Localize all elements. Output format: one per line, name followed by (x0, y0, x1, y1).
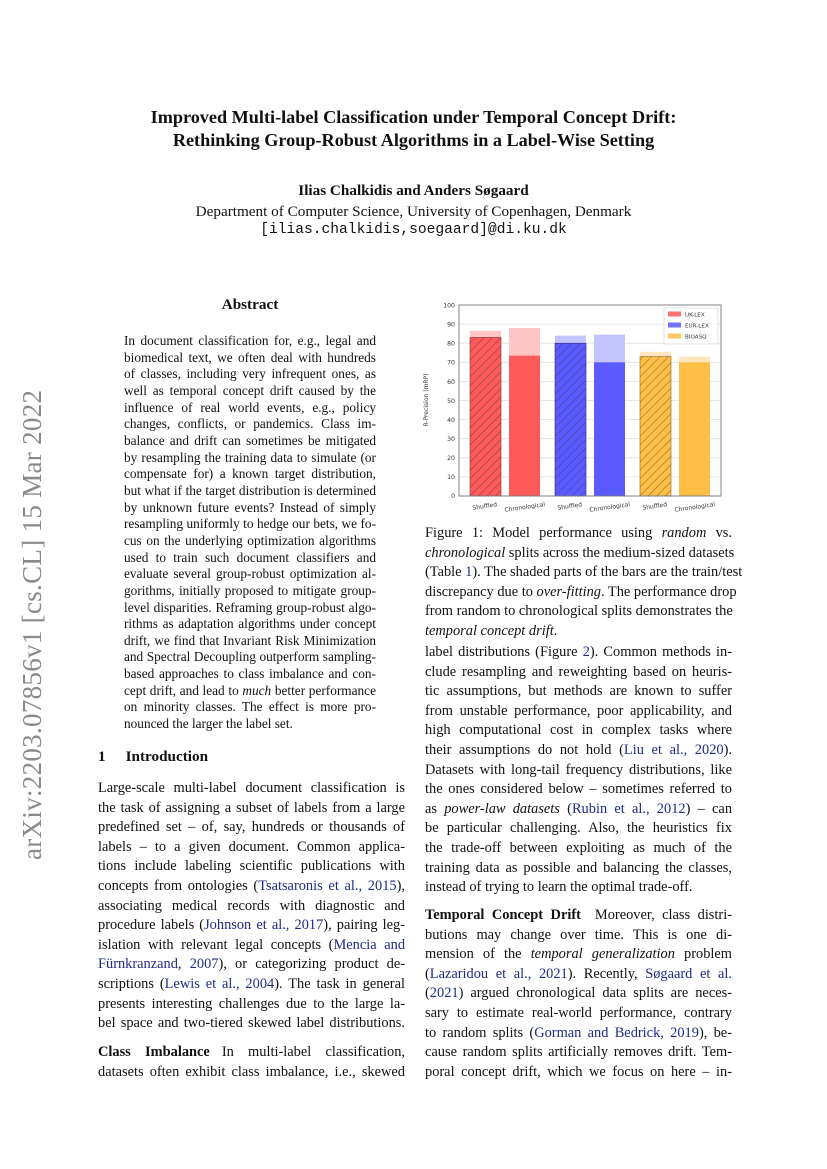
caption-line (425, 524, 732, 544)
emphasis: temporal generalization (530, 946, 675, 963)
text: In multi-label classification, (221, 1044, 405, 1060)
text-line (425, 800, 732, 820)
text-line (98, 877, 405, 897)
chart-legend (664, 308, 718, 344)
abstract-line: drift, we find that Invariant Risk Minimization (124, 632, 376, 648)
legend-bioasq: BIOASQ (685, 334, 707, 341)
text-line: be particular challenging. Also, the heuristics fix (425, 820, 732, 837)
text: ), pairing leg- (323, 917, 405, 934)
citation-link[interactable]: Rubin et al., 2012 (571, 800, 686, 817)
paper-title (0, 106, 827, 152)
emphasis: power-law datasets (444, 800, 560, 817)
text: , (177, 956, 190, 973)
abstract-line: cus on the underlying optimization algorithms (124, 532, 376, 548)
emphasis-much: much (242, 682, 272, 698)
text-line: labels – to a given document. Common applica- (98, 838, 405, 855)
y-axis-ticks (443, 303, 455, 501)
abstract-line: on minority classes. The effect is more pro- (124, 699, 376, 715)
abstract-line: by resampling the training data to simulate (or (124, 449, 376, 465)
citation-link[interactable]: 2021 (429, 985, 459, 1002)
citation-link[interactable]: Mencia and (333, 936, 406, 953)
text-line (98, 916, 405, 936)
abstract-line: biomedical text, we often deal with hundreds (124, 349, 376, 365)
text-line: tions include labeling scientific publications with (98, 858, 405, 875)
text: vs. (706, 525, 733, 541)
text-line (425, 965, 732, 985)
table-ref-link[interactable]: 1 (465, 564, 473, 581)
abstract-body (124, 333, 376, 733)
text: ). Recently, (567, 965, 646, 982)
caption-line (425, 563, 743, 583)
y-tick: 100 (443, 302, 455, 310)
text-line: the ones considered below – sometimes referred to (425, 781, 732, 798)
text-line: Datasets with long-tail frequency distributions, like (425, 761, 732, 778)
text: concepts from ontologies ( (98, 877, 259, 894)
caption-line: from random to chronological splits demonstrates the (425, 603, 733, 620)
caption-line (425, 583, 737, 603)
citation-link[interactable]: Lazaridou et al., 2021 (429, 965, 568, 982)
authors: Ilias Chalkidis and Anders Søgaard (298, 182, 529, 199)
legend-uk-lex: UK-LEX (685, 312, 705, 319)
text: ( (559, 800, 572, 817)
text: . The performance drop (600, 583, 737, 600)
text: ( (425, 965, 430, 982)
emphasis: temporal concept drift (425, 622, 554, 639)
y-tick: 90 (447, 321, 455, 329)
text: ). The task in general (274, 975, 405, 992)
text-line: bel space and two-tiered skewed label distributions. (98, 1015, 405, 1032)
text: (Table (425, 564, 466, 581)
caption-line (425, 544, 735, 564)
text: ). The shaded parts of the bars are the train/test (472, 564, 743, 581)
figure-1-chart (415, 296, 727, 518)
x-tick: Shuffled (557, 501, 583, 512)
text-line: from unstable performance, poor applicability, and (425, 702, 732, 719)
y-axis-label: R-Precision (mRP) (423, 373, 430, 427)
text-line: training data as possible and balancing the classes, (425, 859, 732, 876)
y-tick: 20 (447, 455, 455, 462)
text-line: the trade-off between exploiting as much of the (425, 839, 732, 856)
text-line: cause random splits artificially removes drift. Tem- (425, 1044, 732, 1061)
text-line: presents interesting challenges due to the large la- (98, 995, 405, 1012)
abstract-line (124, 683, 376, 700)
title-line-2: Rethinking Group-Robust Algorithms in a Label-Wise Setting (172, 130, 655, 150)
abstract-line: compensate for) a known target distribution, (124, 466, 376, 482)
y-tick: 40 (447, 417, 455, 424)
text: ). (723, 741, 732, 758)
text-line: Large-scale multi-label document classification is (98, 780, 405, 796)
citation-link[interactable]: Liu et al., 2020 (623, 741, 724, 758)
text-line (425, 741, 732, 761)
text: islation with relevant legal concepts ( (98, 936, 334, 953)
abstract-line: influence of real world events, e.g., policy (124, 399, 376, 415)
abstract-line: by unknown future events? Instead of simply (124, 499, 376, 515)
abstract-line: gorithms, initially proposed to mitigate group- (124, 582, 376, 598)
citation-link[interactable]: Gorman and Bedrick, 2019 (534, 1024, 699, 1041)
text-line: butions may change over time. This is one di- (425, 926, 732, 943)
affiliation: Department of Computer Science, University of Copenhagen, Denmark (195, 203, 632, 220)
text-line: datasets often exhibit class imbalance, i.e., skewed (98, 1063, 405, 1080)
text: splits across the medium-sized datasets (505, 544, 735, 561)
figure-1-caption (425, 524, 743, 642)
text: their assumptions do not hold ( (425, 741, 624, 758)
y-tick: 60 (447, 379, 455, 386)
arxiv-stamp: arXiv:2203.07856v1 [cs.CL] 15 Mar 2022 (17, 389, 47, 860)
text-line: tic assumptions, but methods are known to suffer (425, 683, 732, 700)
x-tick: Shuffled (642, 501, 668, 512)
text-line: the task of assigning a subset of labels from a large (98, 799, 405, 816)
text: ), (396, 877, 405, 894)
abstract-line: used to train such document classifiers and (124, 549, 376, 565)
text-line (425, 1024, 732, 1044)
citation-link[interactable]: Fürnkranzand (98, 956, 178, 973)
text: Figure 1: Model performance using (425, 525, 662, 541)
abstract-text: better performance (271, 682, 376, 698)
abstract-line: nounced the larger the label set. (124, 716, 293, 732)
text-line: sary to estimate real-world performance, contrary (425, 1004, 732, 1021)
text: ), or categorizing product de- (218, 956, 406, 973)
abstract-line: but what if the target distribution is determined (124, 482, 376, 498)
emphasis: random (661, 525, 707, 541)
figure-ref-link[interactable]: 2 (582, 644, 590, 660)
text: . (553, 622, 558, 639)
intro-paragraph (98, 779, 405, 1034)
abstract-line: and Spectral Decoupling outperform sampling- (124, 649, 376, 665)
paragraph-heading: Temporal Concept Drift (425, 907, 581, 923)
text: ( (425, 985, 430, 1002)
text-line: high computational cost in complex tasks where (425, 722, 732, 739)
text: ) – can (685, 800, 733, 817)
y-tick: 10 (447, 474, 455, 481)
text: Moreover, class distri- (594, 907, 732, 923)
citation-link[interactable]: 2007 (189, 956, 219, 973)
abstract-line: evaluate several group-robust optimization al- (124, 566, 376, 582)
temporal-concept-drift-paragraph (425, 906, 732, 1082)
citation-link[interactable]: Tsatsaronis et al., 2015 (258, 877, 397, 894)
text-line: associating medical records with diagnostic and (98, 897, 405, 914)
abstract-line: rithms as adaptation algorithms under concept (124, 616, 376, 632)
text-line: instead of trying to learn the optimal trade-off. (425, 879, 693, 896)
text: scriptions ( (98, 975, 165, 992)
text: mension of the (425, 946, 531, 963)
x-tick: Chronological (674, 501, 716, 514)
section-number: 1 (98, 748, 106, 765)
text-line (425, 906, 732, 926)
text-line (98, 1043, 405, 1063)
emphasis: chronological (425, 544, 506, 561)
citation-link[interactable]: Johnson et al., 2017 (204, 917, 324, 934)
text-line (425, 643, 732, 663)
abstract-line: based approaches to class imbalance and con- (124, 666, 376, 682)
author-email: [ilias.chalkidis,soegaard]@di.ku.dk (260, 222, 567, 238)
abstract-line: well as temporal concept drift caused by the (124, 382, 376, 398)
y-tick: 70 (447, 359, 455, 367)
abstract-line: resampling uniformly to hedge our bets, we fo- (124, 516, 376, 532)
text: ) argued chronological data splits are neces- (458, 985, 732, 1002)
abstract-line: of classes, including very infrequent ones, as (124, 366, 376, 382)
x-axis-ticks (472, 501, 716, 514)
abstract-line: level disparities. Reframing group-robust algo- (124, 599, 376, 615)
text-line: poral concept drift, which we focus on here – in- (425, 1063, 732, 1080)
citation-link[interactable]: Lewis et al., 2004 (164, 975, 275, 992)
text-line: clude resampling and reweighting based on heuris- (425, 663, 732, 680)
abstract-line: balance and drift can sometimes be mitigated (124, 432, 376, 448)
abstract-line: In document classification for, e.g., legal and (124, 333, 376, 348)
text-line (425, 984, 732, 1004)
text-line (98, 936, 405, 956)
text: as (425, 800, 445, 817)
text: problem (674, 946, 732, 963)
y-tick: 30 (447, 436, 455, 443)
abstract-line: changes, conflicts, or pandemics. Class im- (124, 416, 376, 432)
paragraph-heading: Class Imbalance (98, 1044, 210, 1060)
title-line-1: Improved Multi-label Classification under Temporal Concept Drift: (150, 107, 677, 127)
x-tick: Shuffled (472, 501, 498, 512)
abstract-text: cept drift, and lead to (124, 682, 243, 698)
y-tick: 50 (447, 398, 455, 405)
text-line (98, 955, 405, 975)
section-title: Introduction (125, 748, 209, 765)
text: ). Common methods in- (589, 644, 732, 660)
text: label distributions (Figure (425, 644, 583, 660)
y-tick: 80 (447, 340, 455, 348)
class-imbalance-paragraph (98, 1043, 405, 1082)
text: procedure labels ( (98, 917, 205, 934)
caption-line (425, 622, 732, 642)
x-tick: Chronological (504, 501, 546, 514)
text: discrepancy due to (425, 583, 537, 600)
text: ), be- (698, 1024, 732, 1041)
section-introduction-heading (98, 747, 405, 768)
text-line (98, 975, 405, 995)
emphasis: over-fitting (536, 583, 601, 600)
abstract-heading: Abstract (221, 296, 279, 313)
y-tick: 0 (451, 493, 455, 500)
citation-link[interactable]: Søgaard et al. (645, 965, 732, 982)
text-line (425, 945, 732, 965)
legend-eur-lex: EUR-LEX (685, 323, 709, 330)
text-line: predefined set – of, say, hundreds or thousands of (98, 819, 405, 836)
text: to random splits ( (425, 1024, 535, 1041)
x-tick: Chronological (589, 501, 631, 514)
right-column-paragraph (425, 643, 732, 898)
